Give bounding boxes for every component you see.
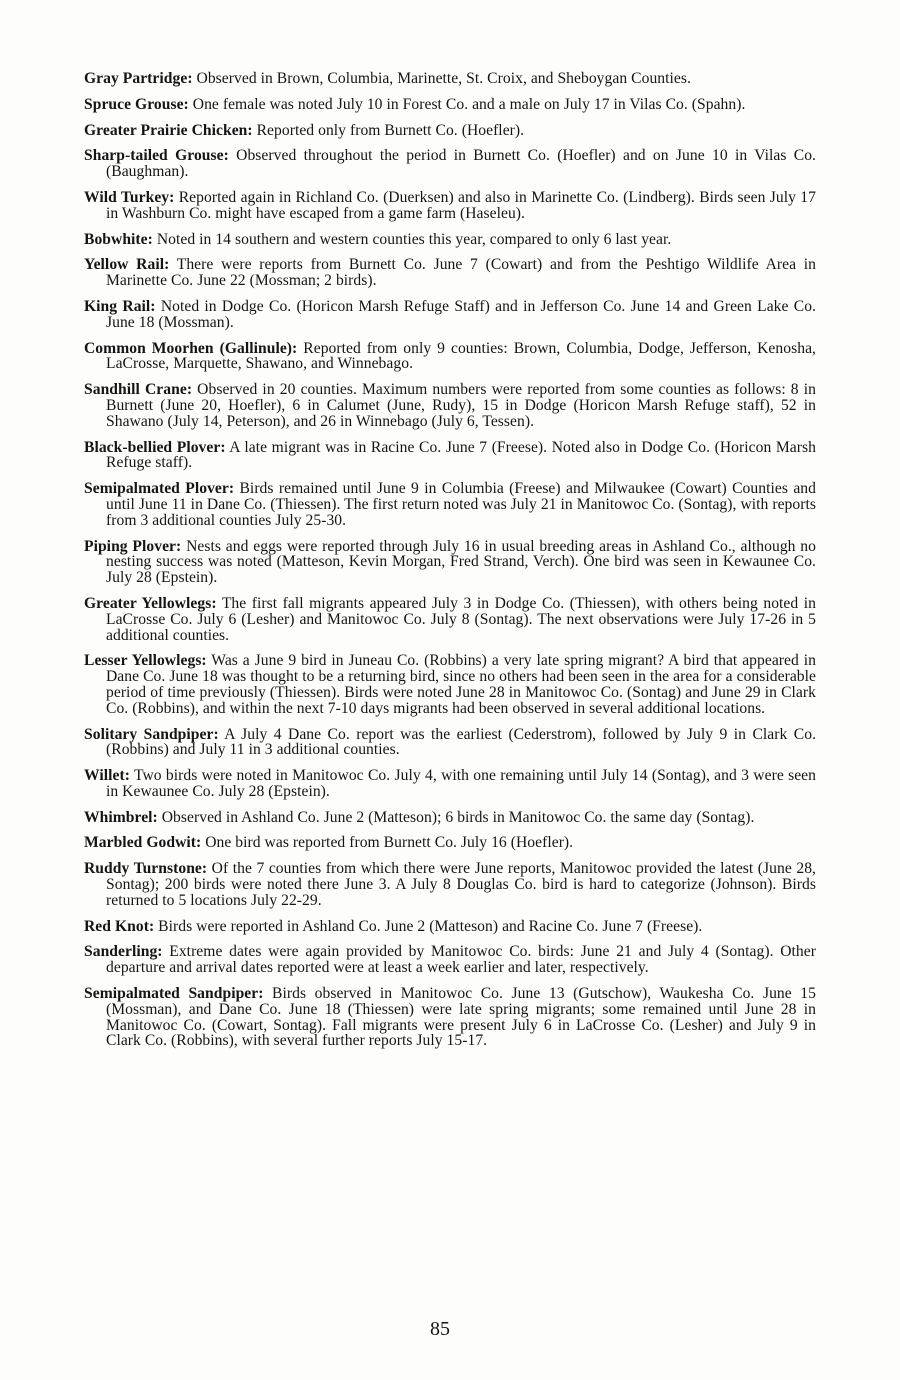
- species-name: Black-bellied Plover:: [84, 438, 226, 456]
- species-name: Lesser Yellowlegs:: [84, 652, 207, 670]
- species-entry: [84, 232, 816, 248]
- species-name: Common Moorhen (Gallinule):: [84, 339, 298, 357]
- species-entry: [84, 727, 816, 759]
- species-entry: [84, 257, 816, 289]
- species-name: Red Knot:: [84, 917, 155, 935]
- species-name: Greater Prairie Chicken:: [84, 121, 253, 139]
- species-entry: [84, 299, 816, 331]
- species-name: Willet:: [84, 767, 130, 785]
- species-name: King Rail:: [84, 297, 156, 315]
- species-name: Semipalmated Plover:: [84, 480, 235, 498]
- species-text: Two birds were noted in Manitowoc Co. July 4, with one remaining until July 14 (Sontag), and 3 were seen in Kewaunee Co. July 28 (Epstein).: [106, 767, 816, 800]
- species-text: Reported from only 9 counties: Brown, Columbia, Dodge, Jefferson, Kenosha, LaCrosse, Marquette, Shawano, and Winnebago.: [106, 339, 816, 373]
- species-entry: [84, 440, 816, 472]
- species-text: Observed in Ashland Co. June 2 (Matteson); 6 birds in Manitowoc Co. the same day (Sontag).: [157, 808, 755, 826]
- species-text: Extreme dates were again provided by Manitowoc Co. birds: June 21 and July 4 (Sontag). Other departure and arrival dates reported were at least a week earlier and later, respectively.: [106, 943, 816, 977]
- species-text: Of the 7 counties from which there were June reports, Manitowoc provided the latest (June 28, Sontag); 200 birds were noted there June 3. A July 8 Douglas Co. bird is hard to categorize (Johnson). Birds returned to 5 locations July 22-29.: [106, 860, 816, 909]
- species-text: One bird was reported from Burnett Co. July 16 (Hoefler).: [201, 834, 574, 852]
- species-entry: [84, 481, 816, 528]
- species-name: Ruddy Turnstone:: [84, 860, 208, 878]
- species-text: Observed in 20 counties. Maximum numbers were reported from some counties as follows: 8 in Burnett (June 20, Hoefler), 6 in Calumet (June, Rudy), 15 in Dodge (Horicon Marsh Refuge staff), 52 in Shawano (July 14, Peterson), and 26 in Winnebago (July 6, Tessen).: [106, 381, 816, 430]
- species-entry: [84, 768, 816, 800]
- species-name: Gray Partridge:: [84, 70, 193, 87]
- species-text: Birds observed in Manitowoc Co. June 13 (Gutschow), Waukesha Co. June 15 (Mossman), and Dane Co. June 18 (Thiessen) were late spring migrants; some remained until June 28 in Manitowoc Co. (Cowart, Sontag). Fall migrants were present July 6 in LaCrosse Co. (Lesher) and July 9 in Clark Co. (Robbins), with several further reports July 15-17.: [106, 985, 816, 1050]
- species-entry: [84, 382, 816, 429]
- species-accounts: [84, 71, 816, 1059]
- species-name: Marbled Godwit:: [84, 834, 202, 852]
- species-entry: [84, 810, 816, 826]
- species-entry: [84, 861, 816, 908]
- species-name: Yellow Rail:: [84, 256, 170, 274]
- species-entry: [84, 97, 816, 113]
- species-name: Semipalmated Sandpiper:: [84, 985, 264, 1003]
- species-name: Spruce Grouse:: [84, 95, 189, 113]
- species-name: Sandhill Crane:: [84, 381, 193, 399]
- species-entry: [84, 539, 816, 586]
- species-entry: [84, 341, 816, 373]
- species-text: Reported only from Burnett Co. (Hoefler).: [252, 121, 525, 139]
- species-text: Reported again in Richland Co. (Duerksen) and also in Marinette Co. (Lindberg). Birds seen July 17 in Washburn Co. might have escaped from a game farm (Haseleu).: [106, 188, 816, 222]
- species-text: Observed throughout the period in Burnett Co. (Hoefler) and on June 10 in Vilas Co. (Baughman).: [106, 147, 816, 181]
- species-text: Noted in 14 southern and western counties this year, compared to only 6 last year.: [152, 230, 672, 248]
- species-entry: [84, 653, 816, 716]
- species-name: Piping Plover:: [84, 537, 182, 555]
- species-entry: [84, 148, 816, 180]
- species-entry: [84, 835, 816, 851]
- species-text: Observed in Brown, Columbia, Marinette, St. Croix, and Sheboygan Counties.: [192, 70, 691, 87]
- species-entry: [84, 123, 816, 139]
- species-text: There were reports from Burnett Co. June 7 (Cowart) and from the Peshtigo Wildlife Area in Marinette Co. June 22 (Mossman; 2 birds).: [106, 256, 816, 290]
- species-text: The first fall migrants appeared July 3 in Dodge Co. (Thiessen), with others being noted in LaCrosse Co. July 6 (Lesher) and Manitowoc Co. July 8 (Sontag). The next observations were July 17-26 in 5 additional counties.: [106, 594, 816, 644]
- species-text: Nests and eggs were reported through July 16 in usual breeding areas in Ashland Co., although no nesting success was noted (Matteson, Kevin Morgan, Fred Strand, Verch). One bird was seen in Kewaunee Co. July 28 (Epstein).: [106, 537, 817, 587]
- species-text: Was a June 9 bird in Juneau Co. (Robbins) a very late spring migrant? A bird that appeared in Dane Co. June 18 was thought to be a returning bird, since no others had been seen in the area for a considerable period of time previously (Thiessen). Birds were noted June 28 in Manitowoc Co. (Sontag) and June 29 in Clark Co. (Robbins), and within the next 7-10 days migrants had been observed in several additional locations.: [106, 652, 816, 717]
- species-name: Bobwhite:: [84, 230, 153, 248]
- species-name: Greater Yellowlegs:: [84, 594, 217, 612]
- species-text: A July 4 Dane Co. report was the earliest (Cederstrom), followed by July 9 in Clark Co. (Robbins) and July 11 in 3 additional counties.: [106, 725, 817, 759]
- species-text: Birds remained until June 9 in Columbia (Freese) and Milwaukee (Cowart) Counties and until June 11 in Dane Co. (Thiessen). The first return noted was July 21 in Manitowoc Co. (Sontag), with reports from 3 additional counties July 25-30.: [106, 480, 816, 529]
- species-text: Birds were reported in Ashland Co. June 2 (Matteson) and Racine Co. June 7 (Freese).: [154, 917, 703, 935]
- species-text: A late migrant was in Racine Co. June 7 (Freese). Noted also in Dodge Co. (Horicon Marsh Refuge staff).: [106, 438, 816, 472]
- species-name: Wild Turkey:: [84, 188, 175, 206]
- species-entry: [84, 596, 816, 643]
- species-name: Sharp-tailed Grouse:: [84, 147, 229, 165]
- species-entry: [84, 190, 816, 222]
- species-name: Solitary Sandpiper:: [84, 725, 219, 743]
- species-text: One female was noted July 10 in Forest Co. and a male on July 17 in Vilas Co. (Spahn).: [188, 95, 746, 113]
- page-number: 85: [430, 1318, 450, 1340]
- species-entry: [84, 71, 816, 87]
- species-entry: [84, 944, 816, 976]
- species-entry: [84, 919, 816, 935]
- species-text: Noted in Dodge Co. (Horicon Marsh Refuge Staff) and in Jefferson Co. June 14 and Green Lake Co. June 18 (Mossman).: [106, 297, 816, 331]
- species-name: Sanderling:: [84, 943, 163, 961]
- species-name: Whimbrel:: [84, 808, 158, 826]
- species-entry: [84, 986, 816, 1049]
